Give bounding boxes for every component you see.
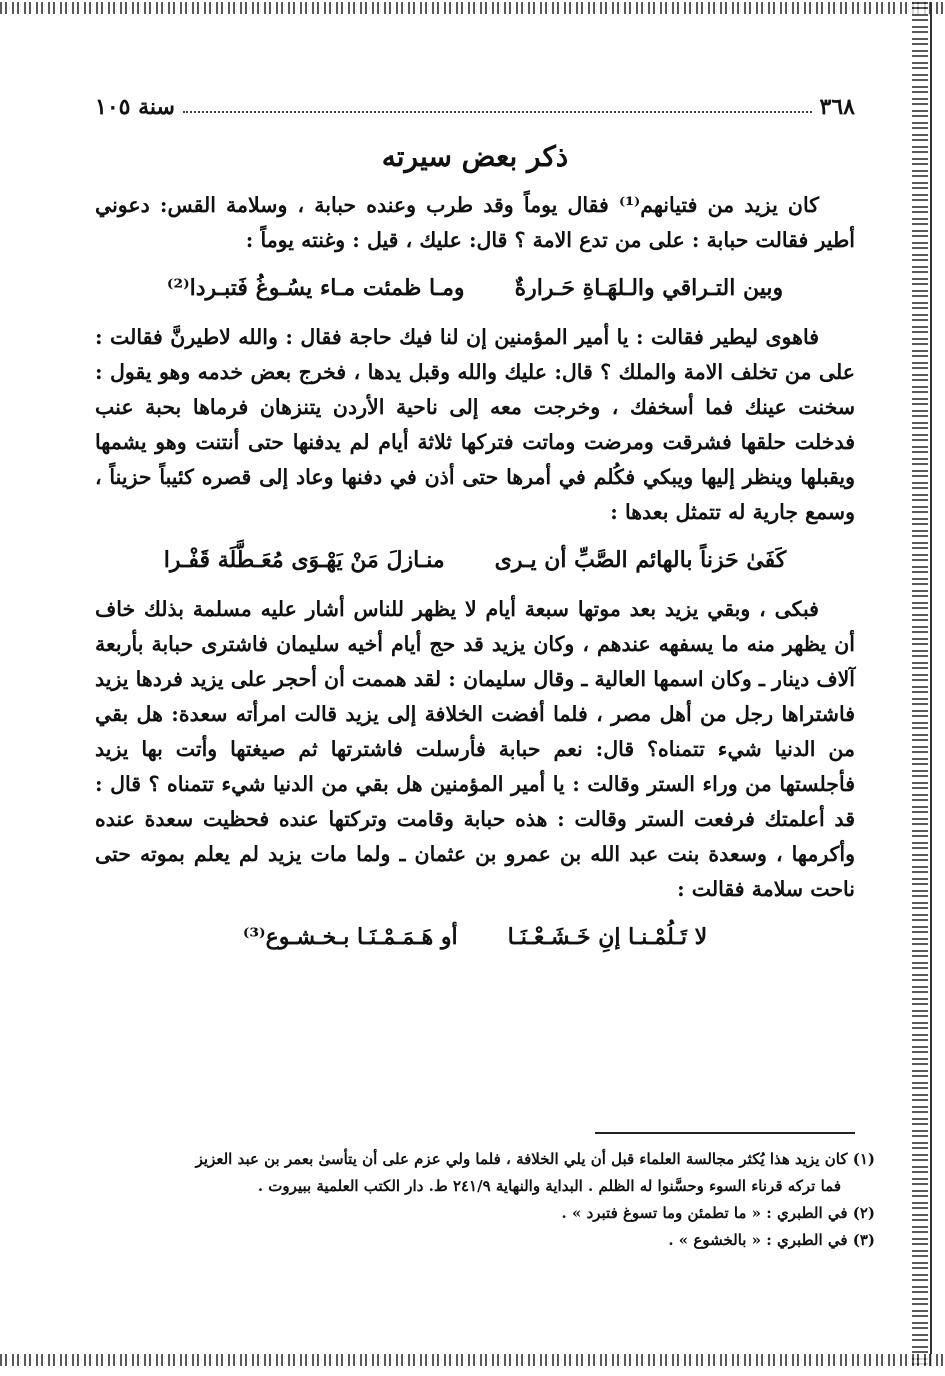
page-number: ٣٦٨ <box>819 94 855 120</box>
header-dotted-leader <box>183 111 812 113</box>
footnote-3: (٣) في الطبري : « بالخشوع » . <box>668 1231 875 1249</box>
verse-2 <box>95 540 855 580</box>
verse-2-second-hemistich: منـازلَ مَنْ يَهْـوَى مُعَـطَّلَة قَفْـرا <box>163 547 445 573</box>
footnote-separator <box>595 1132 855 1134</box>
decorative-border-top <box>0 2 945 14</box>
header-year: سنة ١٠٥ <box>95 94 175 120</box>
decorative-border-bottom <box>0 1354 945 1366</box>
verse-3 <box>95 917 855 957</box>
verse-1-first-hemistich: وبين التـراقي والـلهَـاةِ حَـرارةٌ <box>514 275 784 301</box>
border-line-right <box>930 2 932 1366</box>
paragraph-2: فاهوى ليطير فقالت : يا أمير المؤمنين إن لنا فيك حاجة فقال : والله لاطيرنَّ فقالت : على من تخلف الامة والملك ؟ قال: عليك والله وقبل يدها ، فخرج بعض خدمه وهو يقول : سخنت عينك فما أسخفك ، وخرجت معه إلى ناحية الأردن يتنزهان فرماها بحبة عنب فدخلت حلقها فشرقت ومرضت وماتت فتركها ثلاثة أيام لم يدفنها حتى أنتنت وهو يشمها ويقبلها وينظر إليها ويبكي فكُلم في أمرها حتى أذن في دفنها وعاد إلى قصره كئيباً حزيناً ، وسمع جارية له تتمثل بعدها : <box>95 325 855 524</box>
footnote-1: (١) كان يزيد هذا يُكثر مجالسة العلماء قبل أن يلي الخلافة ، فلما ولي عزم على أن يتأسىٰ بعمر بن عبد العزيز <box>195 1150 875 1168</box>
footnote-1-continuation: فما تركه قرناء السوء وحسَّنوا له الظلم . البداية والنهاية ٢٤١/٩ ط. دار الكتب العلمية ببيروت . <box>257 1177 841 1195</box>
decorative-border-right <box>912 2 928 1366</box>
paragraph-3: فبكى ، وبقي يزيد بعد موتها سبعة أيام لا يظهر للناس أشار عليه مسلمة بذلك خاف أن يظهر منه ما يسفهه عندهم ، وكان يزيد قد حج أيام أخيه سليمان فاشترى حبابة بأربعة آلاف دينار ـ وكان اسمها العالية ـ وقال سليمان : لقد هممت أن أحجر على يزيد فردها يزيد فاشتراها رجل من أهل مصر ، فلما أفضت الخلافة إلى يزيد قالت امرأته سعدة: هل بقي من الدنيا شيء تتمناه؟ قال: نعم حبابة فأرسلت فاشترتها ثم صيغتها وأتت بها يزيد فأجلستها من وراء الستر وقالت : يا أمير المؤمنين هل بقي من الدنيا شيء تتمناه ؟ قال : قد أعلمتك فرفعت الستر وقالت : هذه حبابة وقامت وتركتها عنده فحظيت سعدة عنده وأكرمها ، وسعدة بنت عبد الله بن عمرو بن عثمان ـ ولما مات يزيد لم يعلم بموته حتى ناحت سلامة فقالت : <box>95 597 856 901</box>
footnotes <box>95 1146 875 1254</box>
verse-1 <box>95 268 855 308</box>
verse-2-first-hemistich: كَفَىٰ حَزناً بالهائم الصَّبِّ أن يـرى <box>494 547 787 573</box>
footnote-2: (٢) في الطبري : « ما تطمئن وما تسوغ فتبرد » . <box>561 1204 875 1222</box>
running-header <box>95 86 855 120</box>
verse-3-second-hemistich: أو هَـمَـمْـنَـا بـخـشـوع⁽³⁾ <box>242 924 458 950</box>
main-text <box>95 188 855 969</box>
section-title: ذكر بعض سيرته <box>381 140 569 173</box>
verse-3-first-hemistich: لا تَـلُمْـنـا إنِ خَـشَـعْـنَـا <box>507 924 708 950</box>
book-page <box>95 80 875 1340</box>
paragraph-1: كان يزيد من فتيانهم⁽¹⁾ فقال يوماً وقد طرب وعنده حبابة ، وسلامة القس: دعوني أطير فقالت حبابة : على من تدع الامة ؟ قال: عليك ، قيل : وغنته يوماً : <box>95 193 855 252</box>
verse-1-second-hemistich: ومـا ظمئت مـاء يسُـوغُ فَتبـردا⁽²⁾ <box>166 275 465 301</box>
